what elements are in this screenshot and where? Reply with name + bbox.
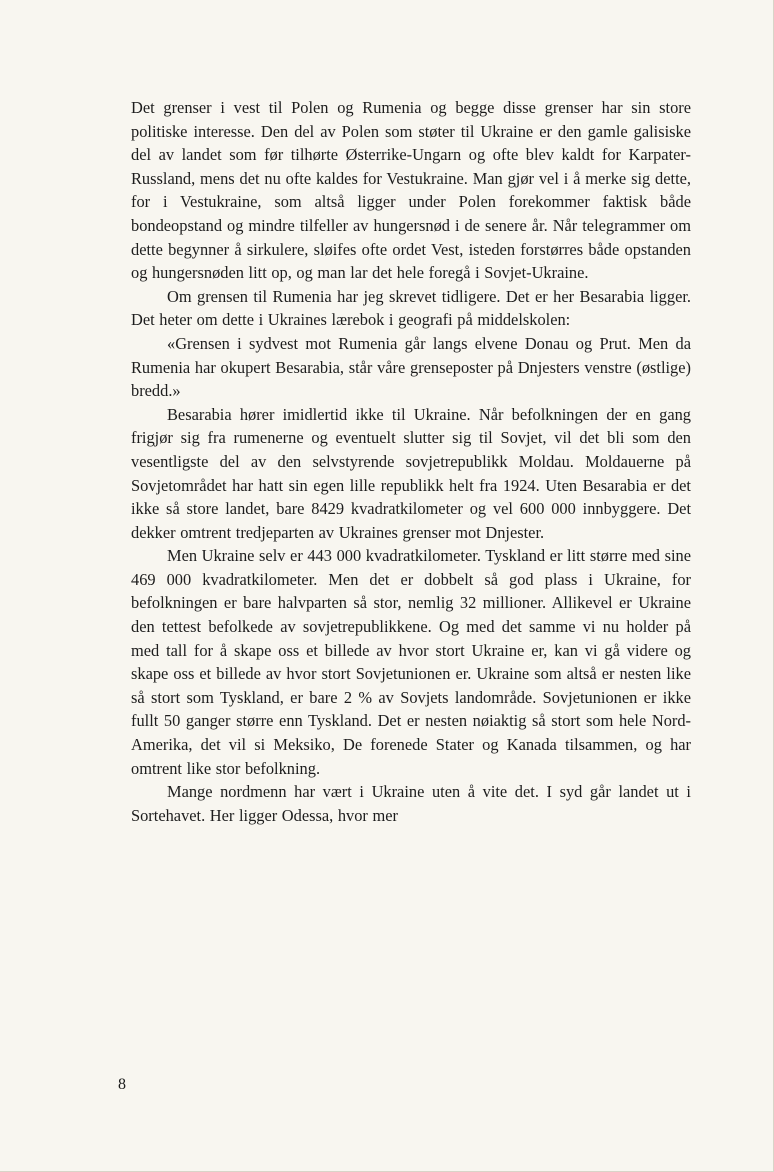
body-text bbox=[131, 96, 691, 827]
paragraph: Om grensen til Rumenia har jeg skrevet tidligere. Det er her Besarabia ligger. Det heter om dette i Ukraines lærebok i geografi på middelskolen: bbox=[131, 286, 691, 330]
paragraph: Besarabia hører imidlertid ikke til Ukraine. Når befolkningen der en gang frigjør sig fra rumenerne og eventuelt slutter sig til Sovjet, vil det bli som den vesentligste del av den selvstyrende sovjetrepublikk Moldau. Moldauerne på Sovjetområdet har hatt sin egen lille republikk helt fra 1924. Uten Besarabia er det ikke så store landet, bare 8429 kvadratkilometer og vel 600 000 innbyggere. Det dekker omtrent tredjeparten av Ukraines grenser mot Dnjester. bbox=[131, 404, 691, 542]
paragraph: Det grenser i vest til Polen og Rumenia og begge disse grenser har sin store politiske interesse. Den del av Polen som støter til Ukraine er den gamle galisiske del av landet som før tilhørte Østerrike-Ungarn og ofte blev kaldt for Karpater-Russland, mens det nu ofte kaldes for Vestukraine. Man gjør vel i å merke sig dette, for i Vestukraine, som altså ligger under Polen forekommer faktisk både bondeopstand og mindre tilfeller av hungersnød i de senere år. Når telegrammer om dette begynner å sirkulere, sløifes ofte ordet Vest, isteden forstørres både opstanden og hungersnøden litt op, og man lar det hele foregå i Sovjet-Ukraine. bbox=[131, 98, 691, 283]
paragraph: Mange nordmenn har vært i Ukraine uten å vite det. I syd går landet ut i Sortehavet. Her ligger Odessa, hvor mer bbox=[131, 782, 691, 825]
paragraph: Men Ukraine selv er 443 000 kvadratkilometer. Tyskland er litt større med sine 469 000 kvadratkilometer. Men det er dobbelt så god plass i Ukraine, for befolkningen er bare halvparten så stor, nemlig 32 millioner. Allikevel er Ukraine den tettest befolkede av sovjetrepublikkene. Og med det samme vi nu holder på med tall for å skape oss et billede av hvor stort Ukraine er, kan vi gå videre og skape oss et billede av hvor stort Sovjetunionen er. Ukraine som altså er nesten like så stort som Tyskland, er bare 2 % av Sovjets landområde. Sovjetunionen er ikke fullt 50 ganger større enn Tyskland. Det er nesten nøiaktig så stort som hele Nord-Amerika, det vil si Meksiko, De forenede Stater og Kanada tilsammen, og har omtrent like stor befolkning. bbox=[131, 546, 691, 778]
quote-paragraph: «Grensen i sydvest mot Rumenia går langs elvene Donau og Prut. Men da Rumenia har okupert Besarabia, står våre grenseposter på Dnjesters venstre (østlige) bredd.» bbox=[131, 333, 691, 401]
page-number: 8 bbox=[118, 1076, 126, 1093]
